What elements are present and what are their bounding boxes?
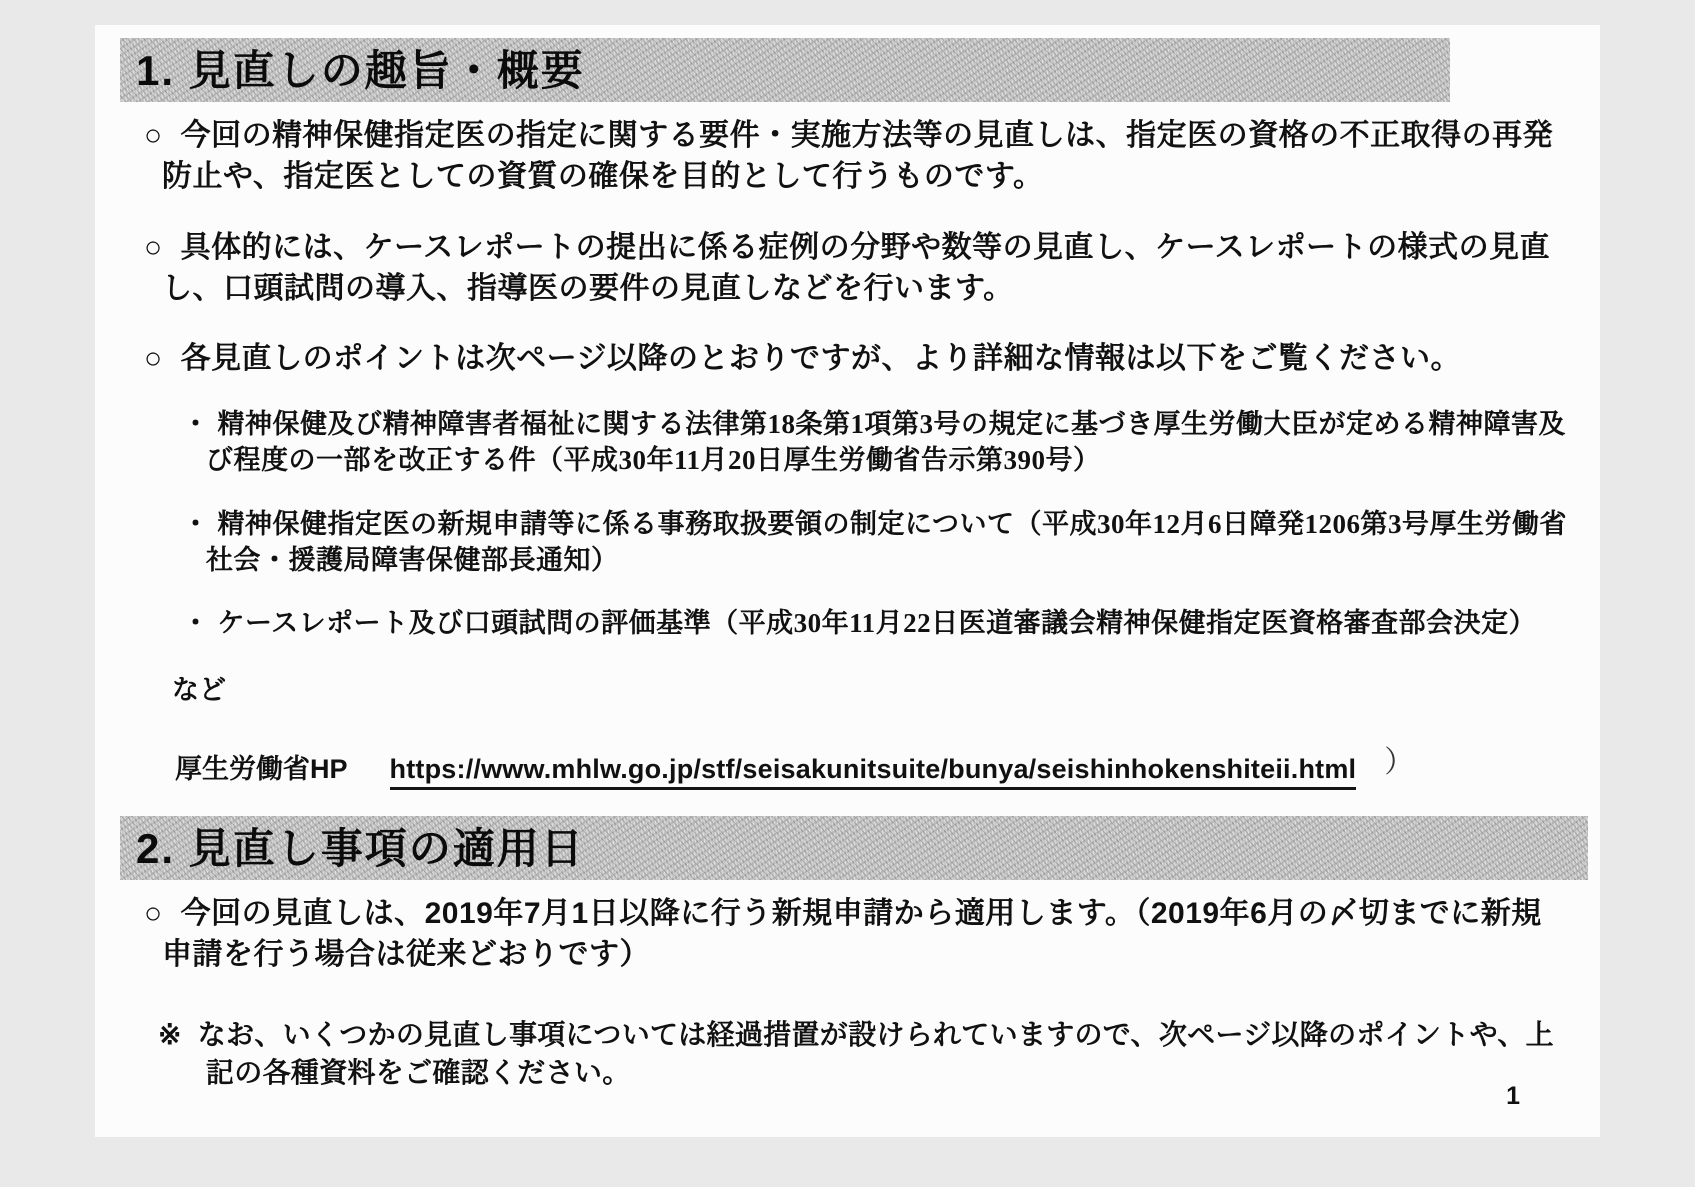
closing-paren-mark: ） (1384, 746, 1415, 780)
reference-item-1 (182, 406, 1570, 478)
reference-item-3 (182, 605, 1570, 641)
circle-bullet-marker: ○ (144, 342, 163, 376)
section1-paragraph-3 (132, 339, 1570, 380)
mhlw-hp-label: 厚生労働省HP (175, 754, 348, 785)
section1-heading-text: 1. 見直しの趣旨・概要 (136, 47, 585, 94)
circle-bullet-marker: ○ (144, 897, 163, 931)
section1-paragraph-2-text: 具体的には、ケースレポートの提出に係る症例の分野や数等の見直し、ケースレポートの様式の見直し、口頭試問の導入、指導医の要件の見直しなどを行います。 (162, 230, 1551, 305)
section2-paragraph-1 (132, 894, 1570, 976)
dot-bullet-marker: ・ (182, 607, 210, 638)
transition-note (158, 1016, 1570, 1093)
mhlw-homepage-line (175, 743, 1570, 790)
transition-note-text: なお、いくつかの見直し事項については経過措置が設けられていますので、次ページ以降のポイントや、上記の各種資料をご確認ください。 (197, 1018, 1554, 1089)
section2-heading-text: 2. 見直し事項の適用日 (136, 825, 585, 873)
section2-heading (120, 816, 1588, 880)
circle-bullet-marker: ○ (144, 119, 163, 153)
document-page (95, 25, 1600, 1137)
mhlw-hp-url-link[interactable]: https://www.mhlw.go.jp/stf/seisakunitsuite/bunya/seishinhokenshiteii.html (390, 754, 1357, 790)
section1-paragraph-2 (132, 228, 1570, 310)
reference-item-2-text: 精神保健指定医の新規申請等に係る事務取扱要領の制定について（平成30年12月6日障発1206第3号厚生労働省社会・援護局障害保健部長通知） (206, 508, 1567, 575)
section1-paragraph-3-text: 各見直しのポイントは次ページ以降のとおりですが、より詳細な情報は以下をご覧ください。 (180, 342, 1462, 376)
section1-paragraph-1 (132, 116, 1570, 198)
reference-item-2 (182, 506, 1570, 578)
circle-bullet-marker: ○ (144, 230, 163, 264)
reference-list (182, 406, 1570, 641)
page-number: 1 (1506, 1082, 1520, 1110)
section1-heading (120, 38, 1450, 102)
dot-bullet-marker: ・ (182, 508, 210, 539)
reference-item-3-text: ケースレポート及び口頭試問の評価基準（平成30年11月22日医道審議会精神保健指定医資格審査部会決定） (217, 607, 1537, 638)
section2-paragraph-1-text: 今回の見直しは、2019年7月1日以降に行う新規申請から適用します。（2019年6月の〆切までに新規申請を行う場合は従来どおりです） (162, 897, 1542, 972)
reference-mark: ※ (158, 1018, 182, 1050)
section1-paragraph-1-text: 今回の精神保健指定医の指定に関する要件・実施方法等の見直しは、指定医の資格の不正取得の再発防止や、指定医としての資質の確保を目的として行うものです。 (162, 119, 1554, 193)
reference-item-1-text: 精神保健及び精神障害者福祉に関する法律第18条第1項第3号の規定に基づき厚生労働大臣が定める精神障害及び程度の一部を改正する件（平成30年11月20日厚生労働省告示第390号） (206, 409, 1566, 476)
dot-bullet-marker: ・ (182, 409, 210, 440)
etc-label: など (172, 675, 226, 706)
